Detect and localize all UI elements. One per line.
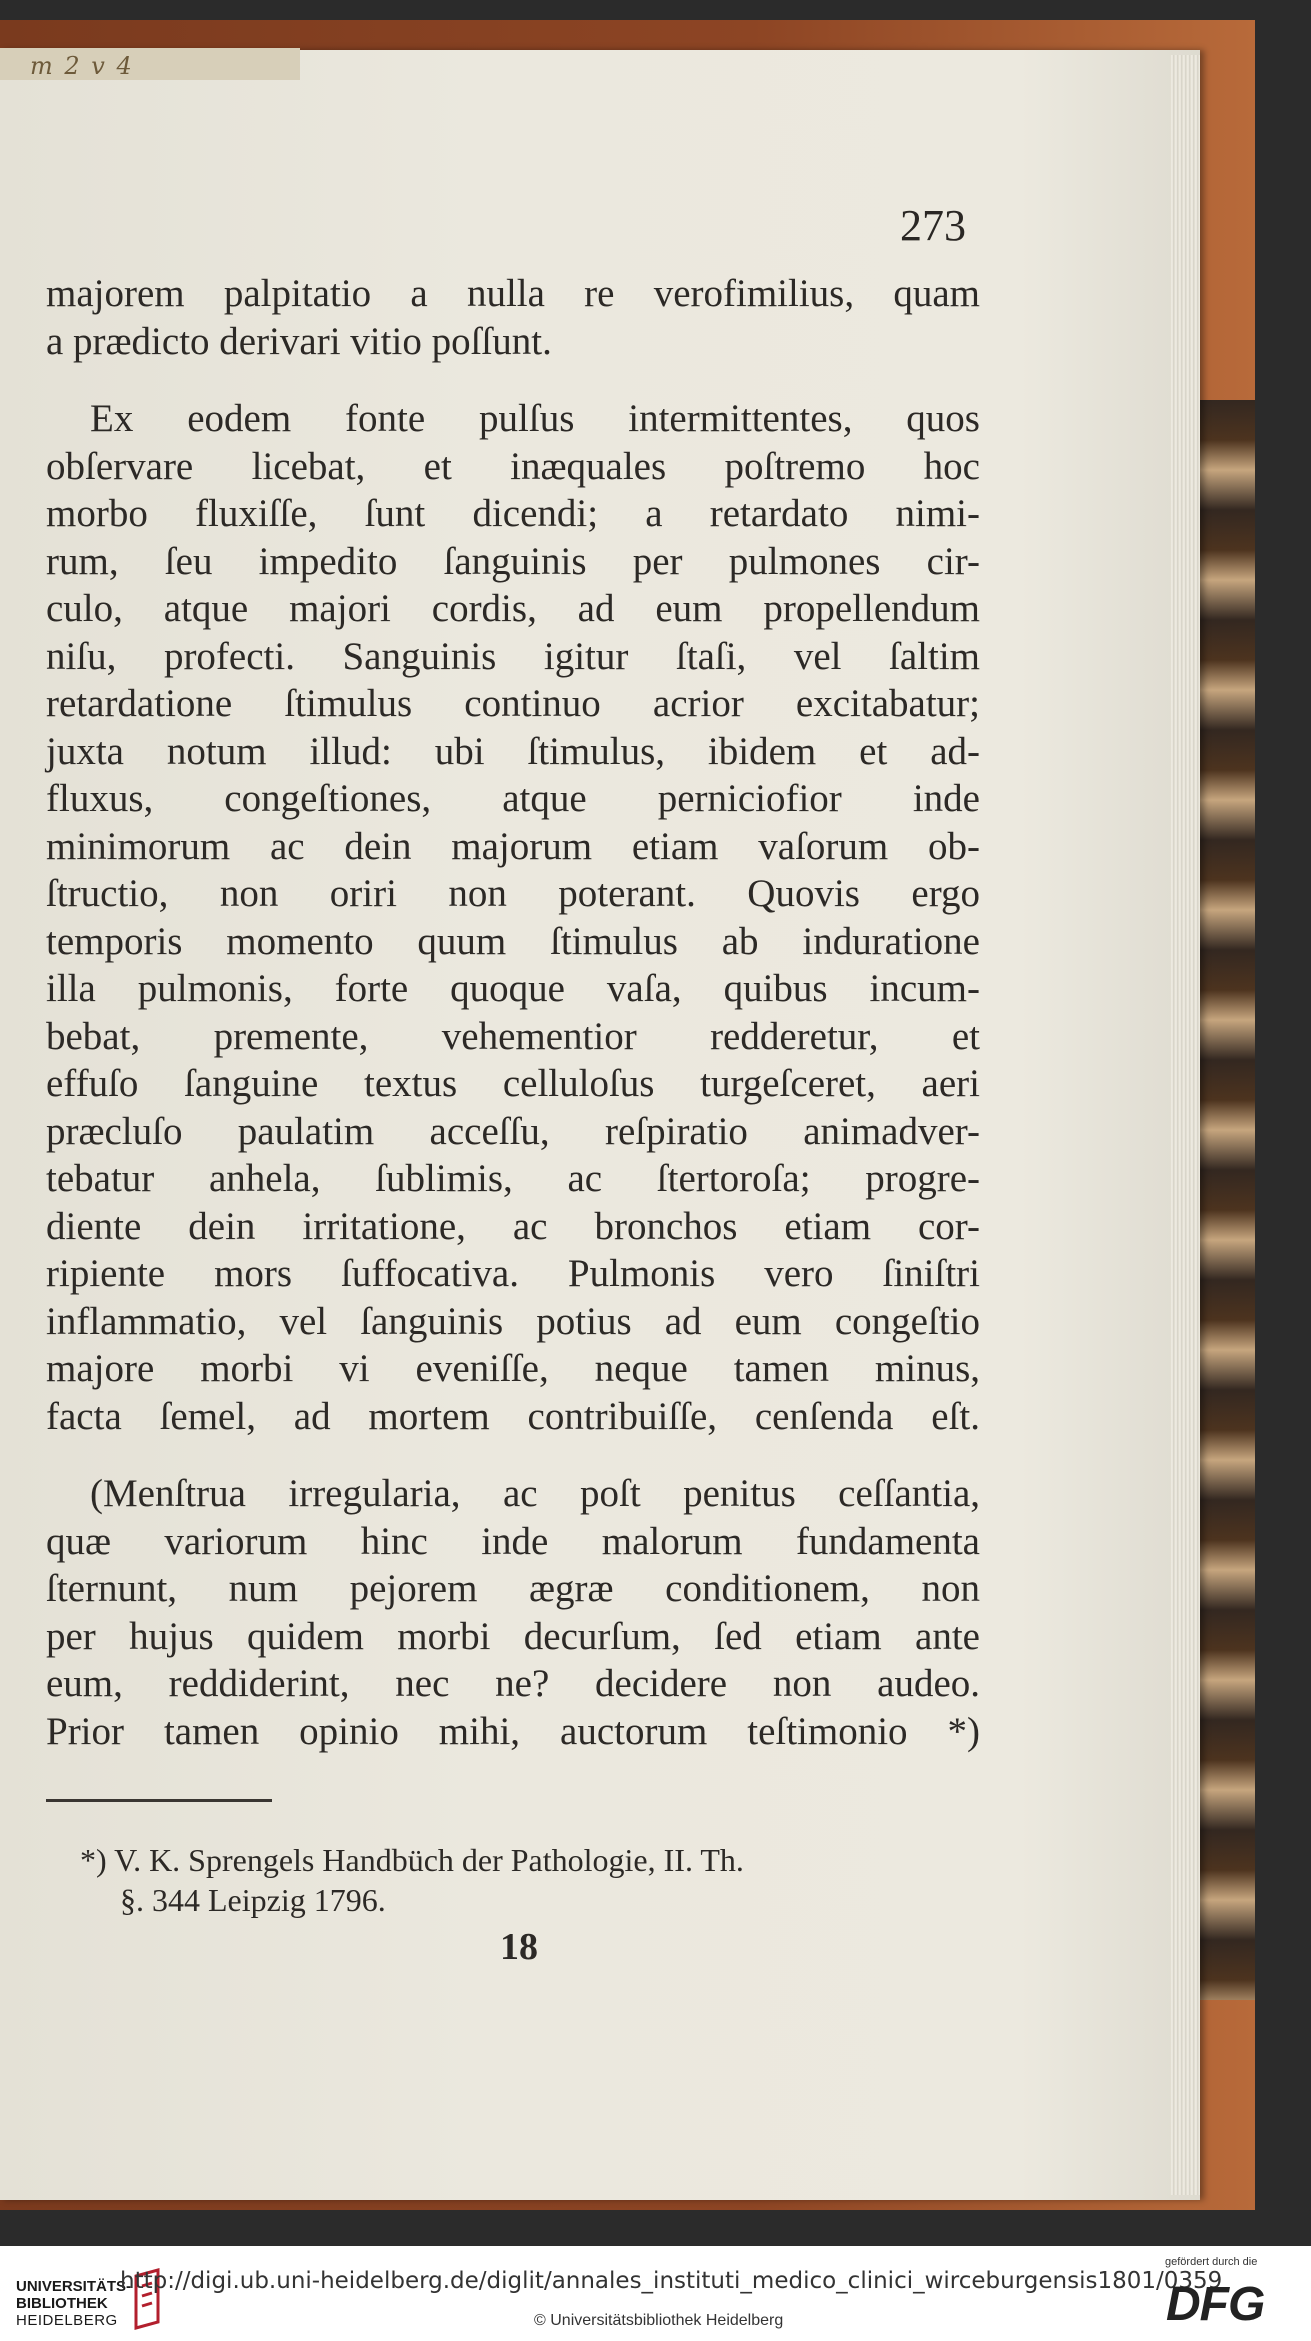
text-line: ſternunt, num pejorem ægræ conditionem, non	[46, 1567, 980, 1610]
text-line: ſtructio, non oriri non poterant. Quovis ergo	[46, 872, 980, 915]
text-line: per hujus quidem morbi decurſum, ſed etiam ante	[46, 1614, 980, 1658]
text-line: minimorum ac dein majorum etiam vaſorum ob-	[46, 824, 980, 868]
dfg-caption: gefördert durch die	[1165, 2256, 1258, 2268]
text-line: niſu, profecti. Sanguinis igitur ſtaſi, vel ſaltim	[46, 634, 980, 678]
paragraph-2	[46, 395, 980, 1440]
page-stack-edge	[1170, 55, 1200, 2195]
handwritten-note: m 2 v 4	[30, 52, 134, 80]
text-line: temporis momento quum ſtimulus ab induratione	[46, 919, 980, 963]
text-line: tebatur anhela, ſublimis, ac ſtertoroſa; progre-	[46, 1157, 980, 1200]
text-line: bebat, premente, vehementior redderetur, et	[46, 1014, 980, 1058]
logo-line-3: HEIDELBERG	[16, 2312, 118, 2329]
text-line: morbo fluxiſſe, ſunt dicendi; a retardato nimi-	[46, 492, 980, 535]
body-text	[46, 270, 980, 1755]
text-line: inflammatio, vel ſanguinis potius ad eum congeſtio	[46, 1299, 980, 1343]
text-line: Ex eodem fonte pulſus intermittentes, quos	[90, 397, 980, 440]
signature-mark: 18	[500, 1926, 538, 1968]
text-line: illa pulmonis, forte quoque vaſa, quibus incum-	[46, 967, 980, 1010]
text-line: majore morbi vi eveniſſe, neque tamen minus,	[46, 1347, 980, 1390]
text-line: præcluſo paulatim acceſſu, reſpiratio animadver-	[46, 1109, 980, 1153]
text-line: ripiente mors ſuffocativa. Pulmonis vero ſiniſtri	[46, 1252, 980, 1295]
text-line: fluxus, congeſtiones, atque perniciofior inde	[46, 777, 980, 820]
text-line: majorem palpitatio a nulla re verofimilius, quam	[46, 272, 980, 315]
library-logo-text	[16, 2278, 131, 2329]
book-edge-marbling	[1195, 400, 1255, 2000]
logo-line-1: UNIVERSITÄTS-	[16, 2278, 132, 2295]
footnote-line: §. 344 Leipzig 1796.	[120, 1882, 386, 1918]
permalink-url[interactable]: http://digi.ub.uni-heidelberg.de/diglit/annales_instituti_medico_clinici_wirceburgensis1801/0359	[120, 2268, 1223, 2294]
footnote	[80, 1840, 960, 1920]
text-line: retardatione ſtimulus continuo acrior excitabatur;	[46, 682, 980, 725]
dfg-logo: DFG	[1166, 2278, 1265, 2331]
logo-line-2: BIBLIOTHEK	[16, 2295, 108, 2312]
footnote-rule	[46, 1799, 272, 1802]
text-line: rum, ſeu impedito ſanguinis per pulmones cir-	[46, 539, 980, 583]
page-number: 273	[900, 201, 966, 250]
text-line: facta ſemel, ad mortem contribuiſſe, cenſenda eſt.	[46, 1394, 980, 1438]
text-line: juxta notum illud: ubi ſtimulus, ibidem et ad-	[46, 729, 980, 773]
text-line: a prædicto derivari vitio poſſunt.	[46, 319, 552, 363]
text-line: obſervare licebat, et inæquales poſtremo hoc	[46, 444, 980, 488]
footnote-line: *) V. K. Sprengels Handbüch der Pathologie, II. Th.	[80, 1842, 744, 1878]
copyright-text: © Universitätsbibliothek Heidelberg	[534, 2312, 784, 2329]
text-line: eum, reddiderint, nec ne? decidere non audeo.	[46, 1662, 980, 1705]
text-line: (Menſtrua irregularia, ac poſt penitus ceſſantia,	[90, 1472, 980, 1515]
text-line: diente dein irritatione, ac bronchos etiam cor-	[46, 1204, 980, 1248]
text-line: quæ variorum hinc inde malorum fundamenta	[46, 1519, 980, 1563]
paragraph-3	[46, 1470, 980, 1755]
paragraph-1	[46, 270, 980, 365]
text-line: Prior tamen opinio mihi, auctorum teſtimonio *)	[46, 1709, 980, 1753]
text-line: culo, atque majori cordis, ad eum propellendum	[46, 587, 980, 630]
text-line: effuſo ſanguine textus celluloſus turgeſceret, aeri	[46, 1062, 980, 1105]
